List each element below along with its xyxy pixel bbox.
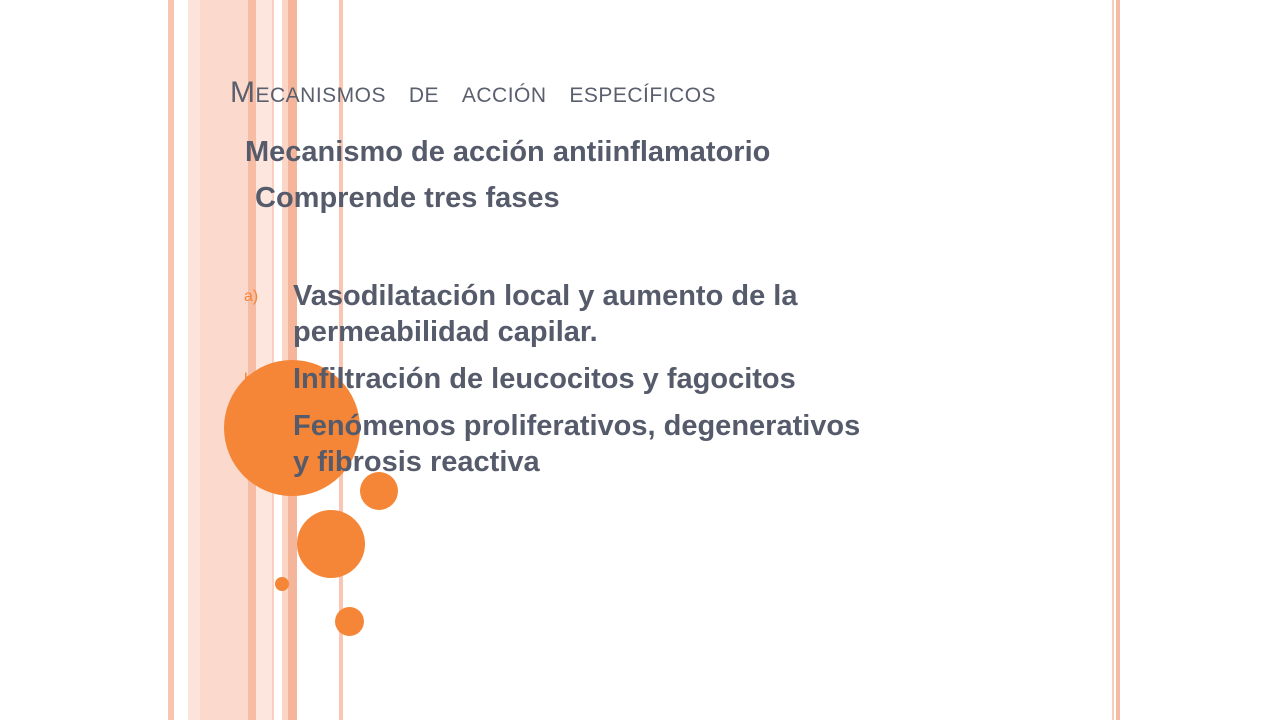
decor-stripe <box>1112 0 1114 720</box>
list-marker: c) <box>244 418 258 435</box>
list-item <box>244 278 864 350</box>
decor-circle <box>275 577 289 591</box>
decor-stripe <box>1116 0 1120 720</box>
slide-subtitle: Mecanismo de acción antiinflamatorio <box>245 136 771 168</box>
list-marker: a) <box>244 288 259 305</box>
list-item-text: Infiltración de leucocitos y fagocitos <box>293 363 796 395</box>
list-item <box>244 408 864 480</box>
list-item-text: Vasodilatación local y aumento de la permeabilidad capilar. <box>293 280 798 348</box>
phases-intro: Comprende tres fases <box>255 182 560 214</box>
slide-title: Mecanismos de acción específicos <box>230 76 717 109</box>
phases-list <box>244 278 864 491</box>
list-marker: b) <box>244 371 259 388</box>
decor-circle <box>297 510 365 578</box>
list-item-text: Fenómenos proliferativos, degenerativos y fibrosis reactiva <box>293 410 861 478</box>
list-item <box>244 361 864 397</box>
decor-stripe <box>168 0 174 720</box>
decor-circle <box>335 607 364 636</box>
decor-stripe <box>188 0 200 720</box>
